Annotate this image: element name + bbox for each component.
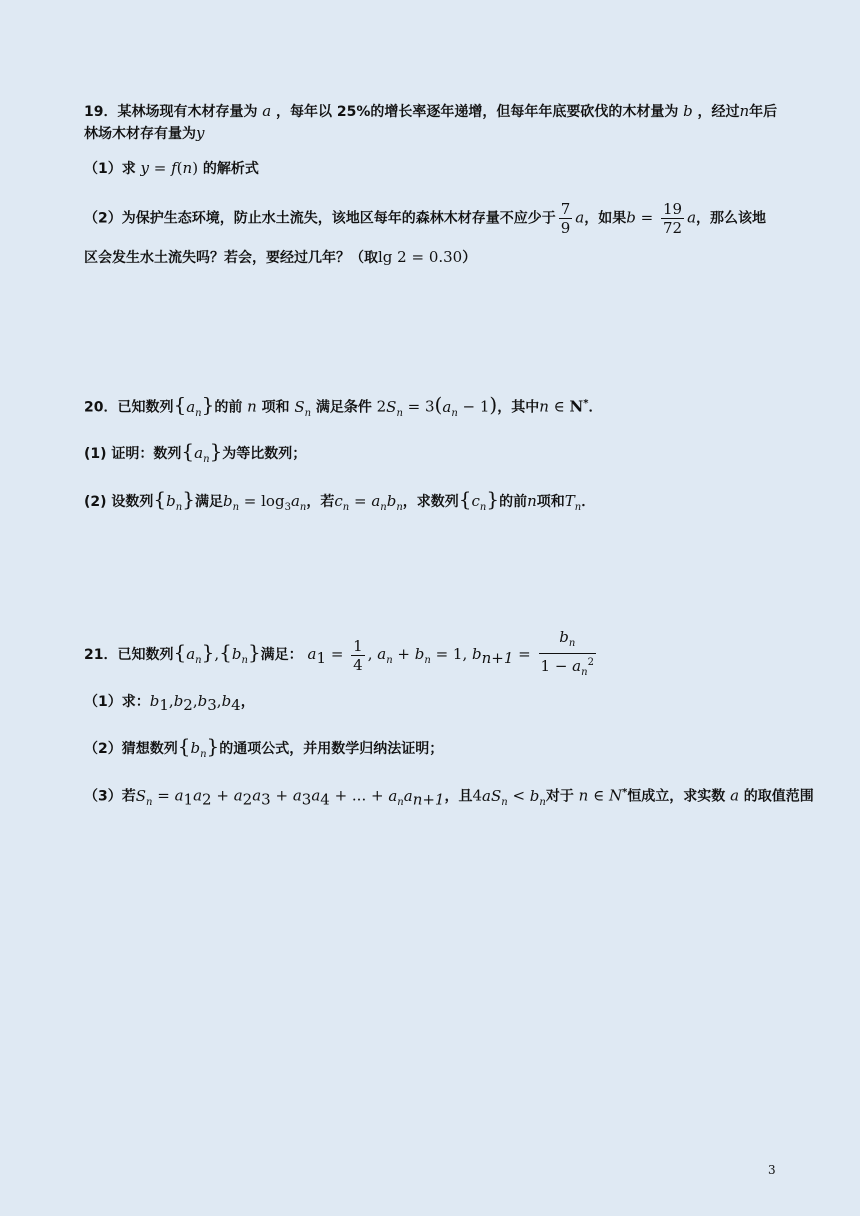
text: ）	[462, 250, 477, 266]
problem-20-part-1: (1) 证明：数列$\{a_n\}$为等比数列；	[84, 439, 307, 465]
problem-20-line-1: 20．已知数列$\{a_n\}$的前 n 项和 $S_n$ 满足条件 $2S_n = 3(a_n - 1)$，其中n ∈ N*．	[84, 392, 603, 419]
text: ．	[588, 399, 603, 416]
text: ，若	[306, 494, 335, 510]
text: 区会发生水土流失吗？若会，要经过几年？（取	[84, 250, 378, 266]
text: （1）求	[84, 161, 136, 177]
math: lg 2 = 0.30	[378, 248, 463, 266]
text: ，且	[444, 788, 473, 805]
text: ，那么该地	[696, 210, 767, 227]
text: ，每年以 25%的增长率逐年递增，但每年年底要砍伐的木材量为	[275, 104, 679, 120]
problem-20-part-2: (2) 设数列$\{b_n\}$满足$b_n = \log_3a_n$，若$c_n = a_nb_n$，求数列$\{c_n\}$的前n项和$T_n$．	[84, 487, 596, 513]
problem-19-line-2: 林场木材存有量为y	[84, 124, 205, 142]
text: 19．某林场现有木材存量为	[84, 104, 258, 120]
text: 对于	[545, 788, 574, 805]
text: 项和	[261, 399, 290, 416]
problem-21-part-3: （3）若$S_n = a_1a_2 + a_2a_3 + a_3a_4$ + ... + $a_na_{n+1}$，且$4aS_n < b_n$对于 n ∈ N*恒成立，求实数 a 的取值范围	[84, 786, 814, 809]
page-number: 3	[768, 1163, 776, 1177]
text: 满足：	[260, 647, 303, 663]
problem-19-part-2: （2）为保护生态环境，防止水土流失，该地区每年的森林木材存量不应少于 $\frac{7}{9}$ a，如果b = $\frac{19}{72}$ a，那么该地	[84, 200, 767, 237]
text: 满足	[194, 494, 223, 510]
fraction: $\frac{7}{9}$	[560, 200, 571, 237]
problem-19-part-1: （1）求 y = f(n) 的解析式	[84, 159, 259, 177]
problem-21-line-1: 21．已知数列$\{a_n\},\{b_n\}$满足： $a_1$ = $\frac{1}{4}$ , $a_n + b_n = 1$, $b_{n+1}$ = $\frac{b_n}{1 - a_n^2}$	[84, 628, 790, 682]
text: ，如果	[584, 210, 627, 227]
text: ，求数列	[402, 494, 459, 510]
problem-19-part-2-cont	[84, 246, 790, 269]
text: ．	[581, 494, 596, 510]
text: ，其中	[497, 399, 540, 416]
fraction: $\frac{1}{4}$	[353, 636, 363, 674]
text: 恒成立，求实数	[627, 788, 726, 805]
text: (2) 设数列	[84, 494, 154, 510]
fraction: $\frac{b_n}{1 - a_n^2}$	[540, 628, 594, 678]
text: （2）为保护生态环境，防止水土流失，该地区每年的森林木材存量不应少于	[84, 210, 556, 227]
text: 满足条件	[315, 399, 372, 416]
text: 20．已知数列	[84, 399, 174, 416]
text: 林场木材存有量为	[84, 126, 196, 142]
text: ，经过	[697, 104, 740, 120]
text: 的通项公式，并用数学归纳法证明；	[219, 741, 444, 757]
text: 的取值范围	[743, 788, 814, 805]
problem-21-part-1: （1）求：$b_1,b_2,b_3,b_4$，	[84, 692, 255, 714]
text: 项和	[536, 494, 565, 510]
text: 的解析式	[202, 161, 259, 177]
text: 21．已知数列	[84, 647, 174, 663]
text: （1）求：	[84, 694, 150, 710]
text: 年后	[749, 104, 778, 120]
fraction: $\frac{19}{72}$	[662, 200, 683, 237]
problem-21-part-2: （2）猜想数列$\{b_n\}$的通项公式，并用数学归纳法证明；	[84, 734, 444, 760]
problem-19-line-1: 19．某林场现有木材存量为 a ，每年以 25%的增长率逐年递增，但每年年底要砍伐的木材量为 b ，经过n年后	[84, 102, 778, 120]
text: 为等比数列；	[222, 446, 307, 462]
text: (1) 证明：数列	[84, 446, 182, 462]
text: 的前	[499, 494, 528, 510]
text: 的前	[214, 399, 243, 416]
text: （2）猜想数列	[84, 741, 178, 757]
text: ，	[240, 694, 255, 710]
text: （3）若	[84, 788, 136, 805]
